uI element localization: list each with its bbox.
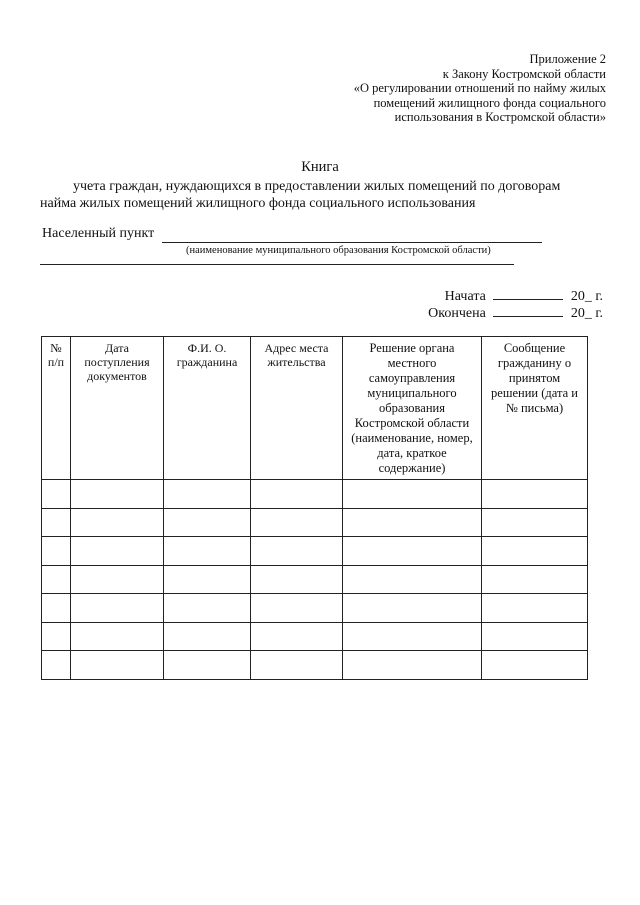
table-cell — [71, 594, 164, 623]
started-row — [428, 288, 603, 305]
table-cell — [71, 651, 164, 680]
table-cell — [251, 594, 343, 623]
header-date-received: Дата поступления документов — [71, 337, 164, 480]
table-cell — [482, 508, 588, 537]
table-cell — [164, 594, 251, 623]
table-cell — [343, 508, 482, 537]
appendix-line: использования в Костромской области» — [394, 110, 606, 124]
header-decision: Решение органа местного самоуправления муниципального образования Костромской области (наименование, номер, дата, краткое содержание) — [343, 337, 482, 480]
ended-row — [428, 305, 603, 322]
document-subtitle — [40, 178, 608, 212]
table-cell — [251, 537, 343, 566]
table-cell — [42, 480, 71, 509]
table-cell — [164, 537, 251, 566]
table-row — [42, 565, 588, 594]
ended-year-suffix: г. — [595, 306, 603, 321]
table-cell — [71, 565, 164, 594]
table-cell — [251, 508, 343, 537]
table-cell — [42, 508, 71, 537]
started-year-prefix: 20_ — [570, 289, 592, 304]
table-cell — [164, 651, 251, 680]
ended-date-blank — [493, 305, 563, 317]
appendix-line: помещений жилищного фонда социального — [373, 95, 606, 110]
locality-fill-line-2 — [40, 264, 514, 265]
table-row — [42, 508, 588, 537]
table-cell — [71, 508, 164, 537]
header-notification: Сообщение гражданину о принятом решении (дата и № письма) — [482, 337, 588, 480]
table-row — [42, 651, 588, 680]
subtitle-line-2: найма жилых помещений жилищного фонда социального использования — [40, 196, 476, 211]
document-title: Книга — [301, 159, 339, 175]
table-cell — [343, 537, 482, 566]
table-cell — [42, 537, 71, 566]
ended-year-prefix: 20_ — [570, 306, 592, 321]
locality-label: Населенный пункт — [42, 226, 155, 241]
ended-label: Окончена — [428, 306, 486, 321]
table-body — [42, 480, 588, 680]
table-row — [42, 622, 588, 651]
started-date-blank — [493, 288, 563, 300]
table-cell — [42, 565, 71, 594]
table-cell — [42, 622, 71, 651]
table-cell — [71, 537, 164, 566]
table-cell — [482, 594, 588, 623]
table-cell — [251, 622, 343, 651]
dates-block — [428, 288, 603, 322]
table-cell — [251, 565, 343, 594]
table-cell — [164, 508, 251, 537]
appendix-line: к Закону Костромской области — [442, 66, 606, 81]
table-row — [42, 480, 588, 509]
table-cell — [71, 480, 164, 509]
table-cell — [482, 622, 588, 651]
table-header-row — [42, 337, 588, 480]
table-cell — [343, 651, 482, 680]
started-label: Начата — [444, 289, 486, 304]
table-cell — [343, 594, 482, 623]
table-cell — [482, 480, 588, 509]
table-cell — [482, 537, 588, 566]
table-cell — [251, 651, 343, 680]
table-cell — [343, 480, 482, 509]
table-cell — [482, 651, 588, 680]
appendix-block — [306, 52, 606, 125]
table-cell — [71, 622, 164, 651]
table-cell — [42, 651, 71, 680]
table-cell — [164, 480, 251, 509]
table-cell — [482, 565, 588, 594]
register-table — [41, 336, 588, 680]
table-cell — [343, 565, 482, 594]
table-cell — [42, 594, 71, 623]
locality-hint: (наименование муниципального образования Костромской области) — [186, 245, 491, 256]
table-cell — [164, 622, 251, 651]
started-year-suffix: г. — [595, 289, 603, 304]
header-full-name: Ф.И. О. гражданина — [164, 337, 251, 480]
table-cell — [343, 622, 482, 651]
appendix-line: «О регулировании отношений по найму жилых — [353, 81, 606, 95]
header-number: № п/п — [42, 337, 71, 480]
table-cell — [164, 565, 251, 594]
subtitle-line-1: учета граждан, нуждающихся в предоставлении жилых помещений по договорам — [73, 179, 561, 194]
table-cell — [251, 480, 343, 509]
appendix-line: Приложение 2 — [529, 52, 606, 66]
table-row — [42, 537, 588, 566]
header-address: Адрес места жительства — [251, 337, 343, 480]
locality-fill-line — [162, 242, 542, 243]
table-row — [42, 594, 588, 623]
